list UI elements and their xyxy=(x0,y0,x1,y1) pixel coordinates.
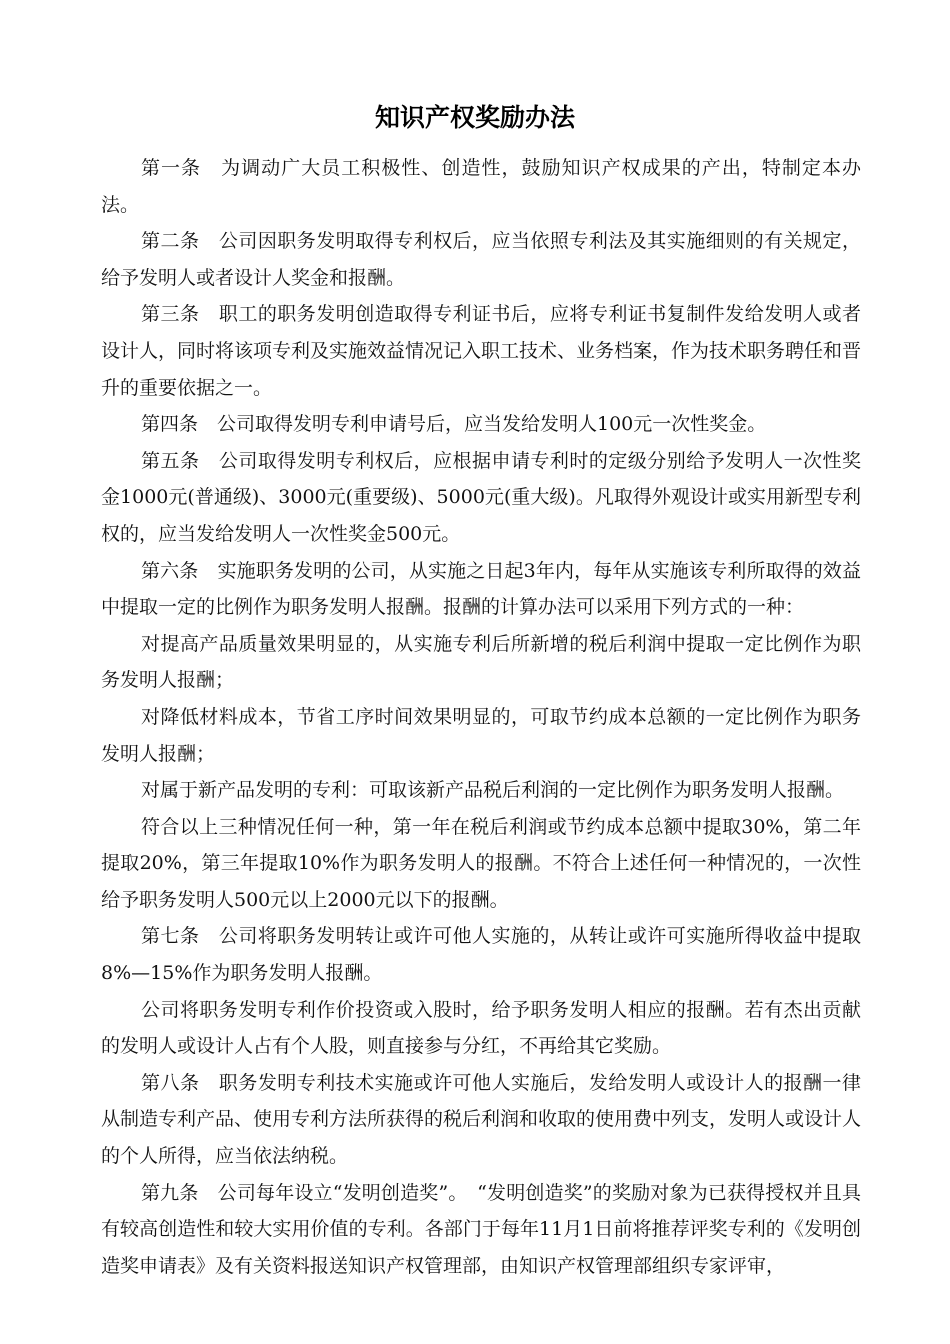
article-5-paragraph: 第五条 公司取得发明专利权后，应根据申请专利时的定级分别给予发明人一次性奖金1000元(普通级)、3000元(重要级)、5000元(重大级)。凡取得外观设计或实用新型专利权的，应当发给发明人一次性奖金500元。 xyxy=(101,449,861,545)
article-7-investment-paragraph: 公司将职务发明专利作价投资或入股时，给予职务发明人相应的报酬。若有杰出贡献的发明人或设计人占有个人股，则直接参与分红，不再给其它奖励。 xyxy=(101,998,861,1058)
article-9-paragraph: 第九条 公司每年设立“发明创造奖”。 “发明创造奖”的奖励对象为已获得授权并且具有较高创造性和较大实用价值的专利。各部门于每年11月1日前将推荐评奖专利的《发明创造奖申请表》及有关资料报送知识产权管理部，由知识产权管理部组织专家评审， xyxy=(101,1181,861,1277)
article-4-paragraph: 第四条 公司取得发明专利申请号后，应当发给发明人100元一次性奖金。 xyxy=(141,413,767,436)
article-6-item-new-product: 对属于新产品发明的专利：可取该新产品税后利润的一定比例作为职务发明人报酬。 xyxy=(141,779,845,802)
article-2-paragraph: 第二条 公司因职务发明取得专利权后，应当依照专利法及其实施细则的有关规定，给予发明人或者设计人奖金和报酬。 xyxy=(101,230,861,289)
document-title: 知识产权奖励办法 xyxy=(374,103,575,132)
article-3-paragraph: 第三条 职工的职务发明创造取得专利证书后，应将专利证书复制件发给发明人或者设计人，同时将该项专利及实施效益情况记入职工技术、业务档案，作为技术职务聘任和晋升的重要依据之一。 xyxy=(101,303,862,399)
article-1-paragraph: 第一条 为调动广大员工积极性、创造性，鼓励知识产权成果的产出，特制定本办法。 xyxy=(101,157,861,216)
article-6-paragraph: 第六条 实施职务发明的公司，从实施之日起3年内，每年从实施该专利所取得的效益中提取一定的比例作为职务发明人报酬。报酬的计算办法可以采用下列方式的一种： xyxy=(101,559,861,619)
article-7-paragraph: 第七条 公司将职务发明转让或许可他人实施的，从转让或许可实施所得收益中提取8%—15%作为职务发明人报酬。 xyxy=(101,925,861,985)
article-8-paragraph: 第八条 职务发明专利技术实施或许可他人实施后，发给发明人或设计人的报酬一律从制造专利产品、使用专利方法所获得的税后利润和收取的使用费中列支，发明人或设计人的个人所得，应当依法纳税。 xyxy=(101,1071,862,1168)
document-body xyxy=(101,150,861,1284)
article-6-item-quality: 对提高产品质量效果明显的，从实施专利后所新增的税后利润中提取一定比例作为职务发明人报酬； xyxy=(101,632,861,692)
article-6-item-cost: 对降低材料成本，节省工序时间效果明显的，可取节约成本总额的一定比例作为职务发明人报酬； xyxy=(101,705,861,765)
article-6-ratio-paragraph: 符合以上三种情况任何一种，第一年在税后利润或节约成本总额中提取30%，第二年提取20%，第三年提取10%作为职务发明人的报酬。不符合上述任何一种情况的，一次性给予职务发明人500元以上2000元以下的报酬。 xyxy=(101,815,861,911)
